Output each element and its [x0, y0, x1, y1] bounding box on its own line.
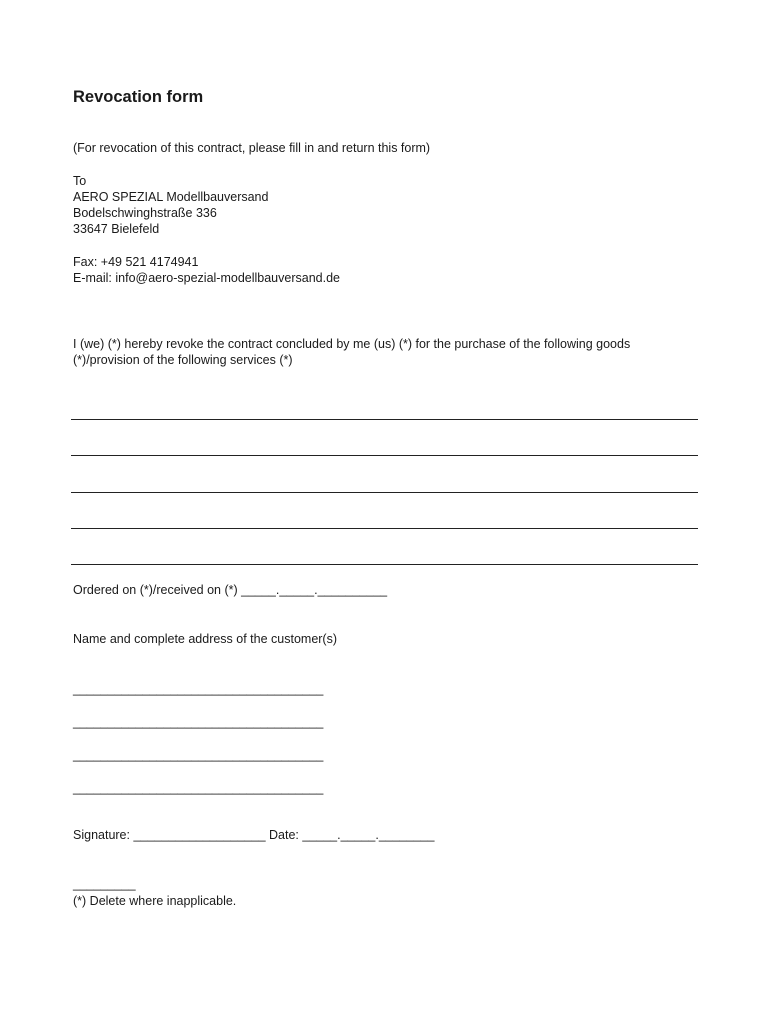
signature-date-field: Signature: ___________________ Date: _____._____.________: [73, 828, 435, 842]
footnote-text: (*) Delete where inapplicable.: [73, 894, 237, 908]
recipient-email: E-mail: info@aero-spezial-modellbauversand.de: [73, 271, 340, 285]
goods-entry-line: [71, 564, 698, 565]
instruction-text: (For revocation of this contract, please fill in and return this form): [73, 141, 431, 155]
customer-address-line: ____________________________________: [73, 682, 324, 696]
customer-address-line: ____________________________________: [73, 781, 324, 795]
revocation-statement-line2: (*)/provision of the following services (*): [73, 353, 293, 367]
recipient-to: To: [73, 174, 87, 188]
customer-address-heading: Name and complete address of the customer(s): [73, 632, 338, 646]
page-title: Revocation form: [73, 88, 204, 106]
ordered-received-field: Ordered on (*)/received on (*) _____._____.__________: [73, 583, 388, 597]
customer-address-line: ____________________________________: [73, 715, 324, 729]
goods-entry-line: [71, 419, 698, 420]
recipient-fax: Fax: +49 521 4174941: [73, 255, 199, 269]
recipient-company: AERO SPEZIAL Modellbauversand: [73, 190, 269, 204]
footnote-rule: _________: [73, 877, 136, 891]
goods-entry-line: [71, 492, 698, 493]
goods-entry-line: [71, 528, 698, 529]
revocation-statement-line1: I (we) (*) hereby revoke the contract concluded by me (us) (*) for the purchase of the following goods: [73, 337, 631, 351]
goods-entry-line: [71, 455, 698, 456]
recipient-city: 33647 Bielefeld: [73, 222, 160, 236]
recipient-street: Bodelschwinghstraße 336: [73, 206, 217, 220]
customer-address-line: ____________________________________: [73, 748, 324, 762]
